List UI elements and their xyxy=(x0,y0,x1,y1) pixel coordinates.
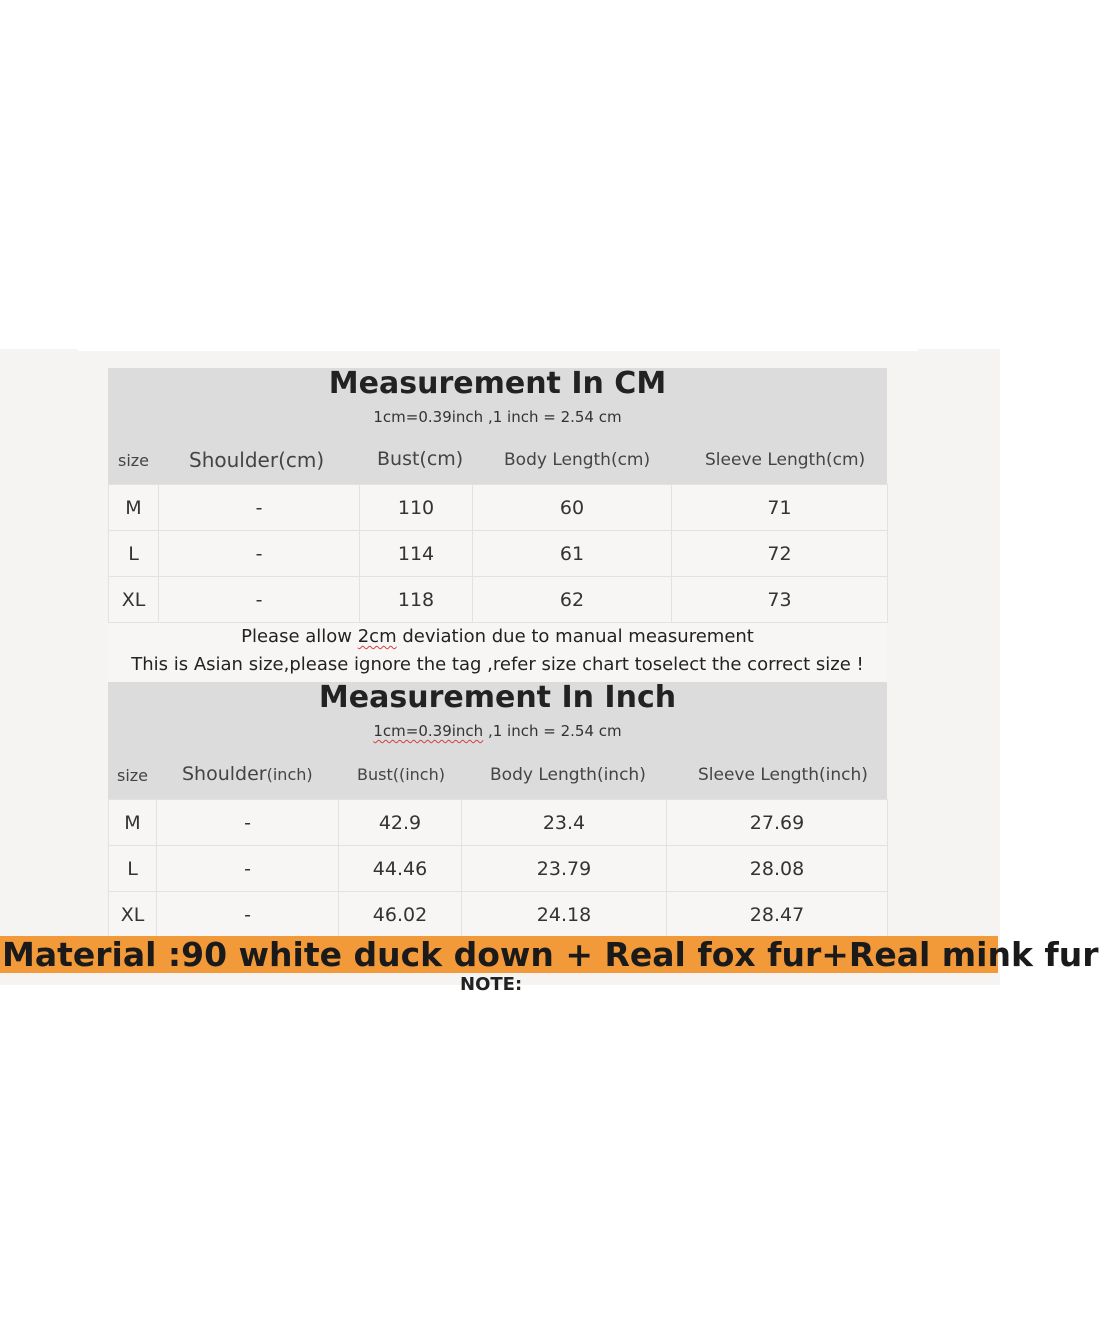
table-row xyxy=(109,577,888,623)
table-cell: 23.4 xyxy=(462,800,667,846)
table-cell: 23.79 xyxy=(462,846,667,892)
table-cell: 71 xyxy=(672,485,888,531)
table-cell: - xyxy=(157,846,339,892)
table-cell: 61 xyxy=(473,531,672,577)
cm-conversion-note: 1cm=0.39inch ,1 inch = 2.54 cm xyxy=(373,408,622,426)
table-cell: 28.47 xyxy=(667,892,888,938)
inch-section-header xyxy=(108,682,887,799)
table-cell: - xyxy=(157,892,339,938)
deviation-note-post: deviation due to manual measurement xyxy=(396,626,754,647)
table-cell: - xyxy=(157,800,339,846)
cm-section-header xyxy=(108,368,887,484)
table-row xyxy=(109,892,888,938)
material-banner: Material :90 white duck down + Real fox fur+Real mink fur xyxy=(2,935,1099,974)
inch-conversion-rest: ,1 inch = 2.54 cm xyxy=(483,722,622,740)
table-cell: M xyxy=(109,485,159,531)
table-row xyxy=(109,800,888,846)
inch-header-bust: Bust((inch) xyxy=(357,765,445,784)
table-cell: XL xyxy=(109,892,157,938)
table-row xyxy=(109,485,888,531)
inch-header-shoulder-unit: (inch) xyxy=(266,765,313,784)
table-cell: - xyxy=(159,531,360,577)
asian-size-note: This is Asian size,please ignore the tag ,refer size chart toselect the correct size ! xyxy=(131,654,864,675)
inch-header-body-length: Body Length(inch) xyxy=(490,765,646,785)
cm-header-shoulder: Shoulder(cm) xyxy=(189,448,325,472)
deviation-amount: 2cm xyxy=(357,626,397,647)
table-cell: 118 xyxy=(360,577,473,623)
inch-section-title: Measurement In Inch xyxy=(318,680,677,715)
cm-section-title: Measurement In CM xyxy=(328,366,667,401)
cm-header-bust: Bust(cm) xyxy=(377,448,464,470)
table-cell: XL xyxy=(109,577,159,623)
size-chart-image xyxy=(0,349,1099,995)
cm-header-body-length: Body Length(cm) xyxy=(504,450,651,470)
cm-size-table xyxy=(108,484,888,623)
table-cell: 73 xyxy=(672,577,888,623)
table-row xyxy=(109,846,888,892)
table-cell: 60 xyxy=(473,485,672,531)
table-cell: L xyxy=(109,846,157,892)
inch-conversion-note xyxy=(108,722,887,740)
table-cell: 44.46 xyxy=(339,846,462,892)
inch-size-table xyxy=(108,799,888,938)
table-cell: - xyxy=(159,485,360,531)
inch-header-sleeve-length: Sleeve Length(inch) xyxy=(698,765,868,785)
table-cell: 110 xyxy=(360,485,473,531)
cm-header-size: size xyxy=(118,451,150,470)
table-cell: - xyxy=(159,577,360,623)
cm-header-sleeve-length: Sleeve Length(cm) xyxy=(705,450,866,470)
table-cell: 27.69 xyxy=(667,800,888,846)
table-row xyxy=(109,531,888,577)
table-cell: L xyxy=(109,531,159,577)
inch-header-shoulder-label: Shoulder xyxy=(182,763,267,785)
size-chart-sheet xyxy=(108,368,887,936)
deviation-note-pre: Please allow xyxy=(241,626,358,647)
table-cell: 114 xyxy=(360,531,473,577)
top-edge-line xyxy=(78,349,918,351)
table-cell: 46.02 xyxy=(339,892,462,938)
inch-header-size: size xyxy=(117,766,149,785)
table-cell: 28.08 xyxy=(667,846,888,892)
table-cell: 72 xyxy=(672,531,888,577)
inch-conversion-mark: 1cm=0.39inch xyxy=(373,722,484,740)
table-cell: 62 xyxy=(473,577,672,623)
deviation-note xyxy=(108,626,887,647)
table-cell: M xyxy=(109,800,157,846)
table-cell: 42.9 xyxy=(339,800,462,846)
note-heading: NOTE: xyxy=(460,974,523,995)
inch-header-shoulder xyxy=(182,763,313,785)
table-cell: 24.18 xyxy=(462,892,667,938)
